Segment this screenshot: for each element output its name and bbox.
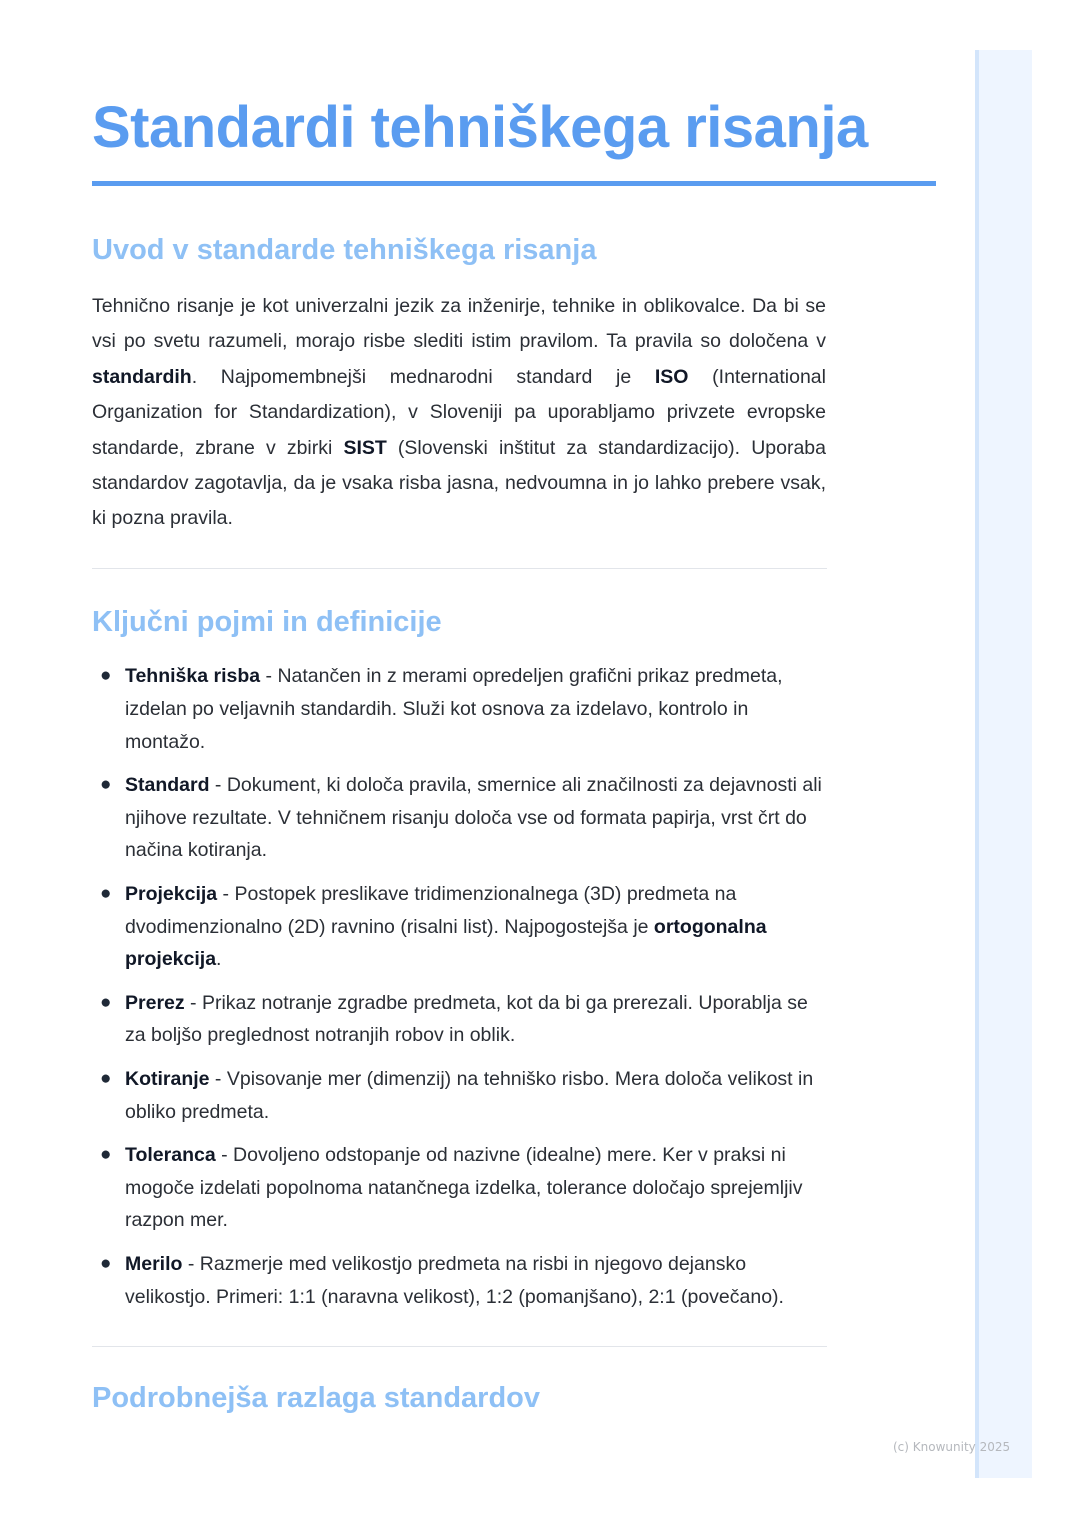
section-heading-key-terms: Ključni pojmi in definicije bbox=[92, 606, 442, 638]
bullet-icon: ● bbox=[100, 1252, 112, 1274]
intro-bold-standardih: standardih bbox=[92, 365, 192, 388]
term-definition: - Natančen in z merami opredeljen grafični prikaz predmeta, izdelan po veljavnih standardih. Služi kot osnova za izdelavo, kontrolo in montažo. bbox=[125, 665, 783, 753]
list-item bbox=[92, 987, 828, 1053]
list-item bbox=[92, 878, 828, 976]
list-item bbox=[92, 1248, 828, 1314]
bullet-icon: ● bbox=[100, 1143, 112, 1165]
key-terms-list bbox=[92, 660, 828, 1324]
term-definition: - Razmerje med velikostjo predmeta na risbi in njegovo dejansko velikostjo. Primeri: 1:1 (naravna velikost), 1:2 (pomanjšano), 2:1 (povečano). bbox=[125, 1252, 784, 1308]
document-title: Standardi tehniškega risanja bbox=[92, 95, 868, 160]
copyright-footer: (c) Knowunity 2025 bbox=[893, 1440, 1011, 1454]
list-item bbox=[92, 1139, 828, 1237]
intro-paragraph bbox=[92, 289, 826, 537]
bullet-icon: ● bbox=[100, 991, 112, 1013]
intro-text-4: (Slovenski inštitut za standardizacijo). Uporaba standardov zagotavlja, da je vsaka risba jasna, nedvoumna in jo lahko prebere vsak, ki pozna pravila. bbox=[92, 436, 827, 530]
term-name: Kotiranje bbox=[125, 1067, 210, 1090]
intro-bold-sist: SIST bbox=[343, 436, 387, 459]
bullet-icon: ● bbox=[100, 882, 112, 904]
list-item bbox=[92, 660, 828, 758]
bullet-icon: ● bbox=[100, 1067, 112, 1089]
term-definition: - Vpisovanje mer (dimenzij) na tehniško risbo. Mera določa velikost in obliko predmeta. bbox=[125, 1067, 814, 1123]
term-bold-emphasis: ortogonalna projekcija bbox=[125, 915, 767, 971]
term-definition: - Dokument, ki določa pravila, smernice ali značilnosti za dejavnosti ali njihove rezultate. V tehničnem risanju določa vse od formata papirja, vrst črt do načina kotiranja. bbox=[125, 773, 822, 862]
term-name: Merilo bbox=[125, 1252, 183, 1275]
term-name: Tehniška risba bbox=[125, 665, 261, 687]
bullet-icon: ● bbox=[100, 665, 112, 686]
term-name: Projekcija bbox=[125, 882, 218, 905]
term-definition: - Prikaz notranje zgradbe predmeta, kot da bi ga prerezali. Uporablja se za boljšo preglednost notranjih robov in oblik. bbox=[125, 991, 808, 1047]
term-name: Toleranca bbox=[125, 1143, 216, 1166]
section-divider bbox=[92, 1346, 827, 1347]
intro-bold-iso: ISO bbox=[654, 365, 689, 388]
list-item bbox=[92, 1063, 828, 1129]
section-heading-details: Podrobnejša razlaga standardov bbox=[92, 1382, 541, 1414]
side-margin-panel bbox=[975, 50, 1032, 1478]
term-definition: - Dovoljeno odstopanje od nazivne (idealne) mere. Ker v praksi ni mogoče izdelati popolnoma natančnega izdelka, tolerance določajo sprejemljiv razpon mer. bbox=[125, 1143, 803, 1232]
term-definition-tail: . bbox=[216, 948, 222, 971]
term-name: Prerez bbox=[125, 991, 185, 1014]
intro-text-2: . Najpomembnejši mednarodni standard je bbox=[191, 365, 655, 388]
section-divider bbox=[92, 568, 827, 569]
bullet-icon: ● bbox=[100, 773, 112, 795]
section-heading-intro: Uvod v standarde tehniškega risanja bbox=[92, 234, 597, 266]
list-item bbox=[92, 769, 828, 867]
title-underline bbox=[92, 181, 936, 186]
intro-text-1: Tehnično risanje je kot univerzalni jezik za inženirje, tehnike in oblikovalce. Da bi se vsi po svetu razumeli, morajo risbe slediti istim pravilom. Ta pravila so določena v bbox=[92, 295, 826, 353]
intro-text-3: (International Organization for Standardization), v Sloveniji pa uporabljamo privzete evropske standarde, zbrane v zbirki bbox=[92, 365, 826, 459]
term-name: Standard bbox=[125, 773, 210, 796]
term-definition: - Postopek preslikave tridimenzionalnega (3D) predmeta na dvodimenzionalno (2D) ravnino (risalni list). Najpogostejša je bbox=[125, 882, 737, 938]
